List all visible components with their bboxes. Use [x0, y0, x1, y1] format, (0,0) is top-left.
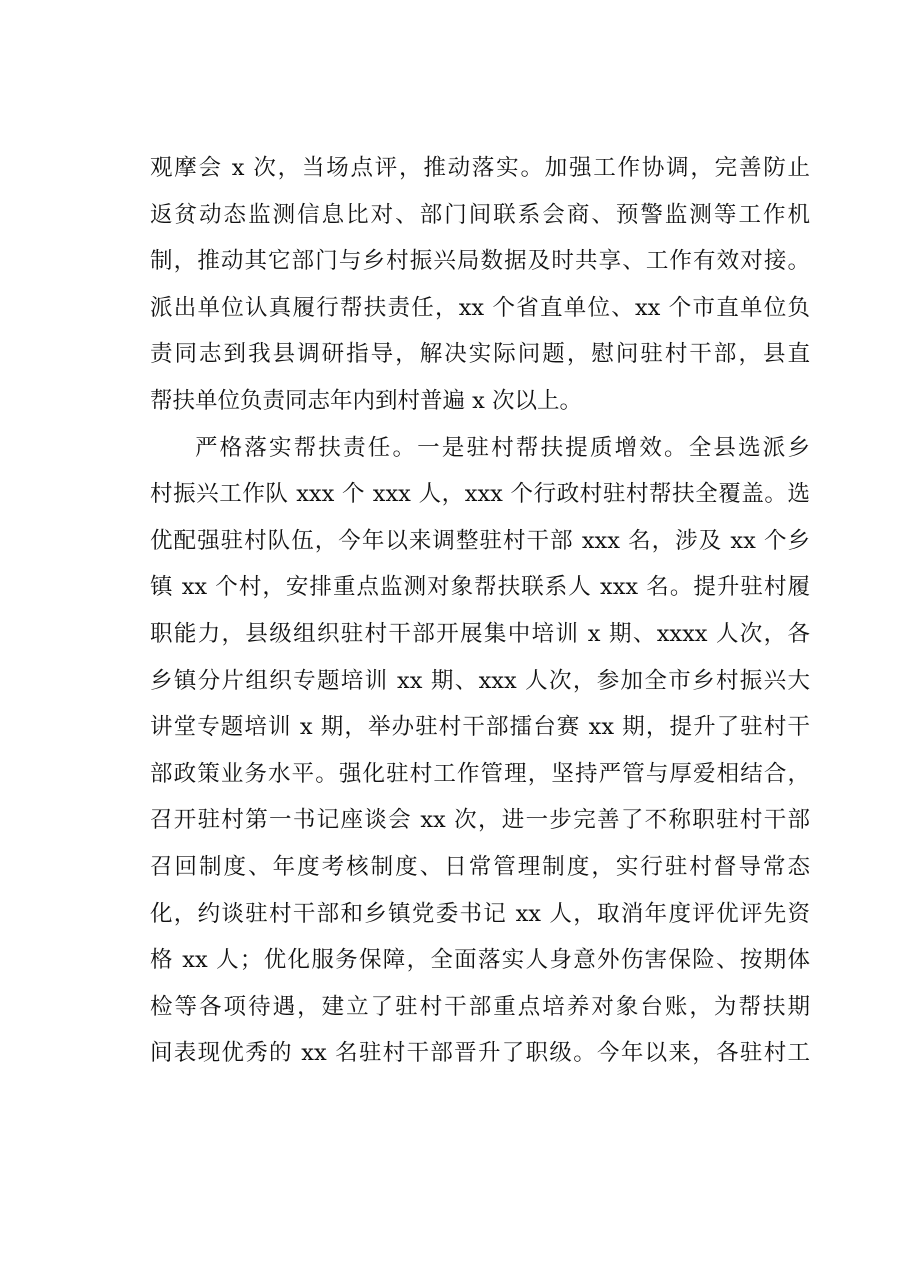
text-line: 间表现优秀的 xx 名驻村干部晋升了职级。今年以来，各驻村工	[150, 1040, 810, 1067]
text-line: 派出单位认真履行帮扶责任，xx 个省直单位、xx 个市直单位负	[150, 294, 810, 321]
text-line: 返贫动态监测信息比对、部门间联系会商、预警监测等工作机	[150, 201, 810, 228]
text-line: 化，约谈驻村干部和乡镇党委书记 xx 人，取消年度评优评先资	[150, 900, 810, 927]
text-line: 村振兴工作队 xxx 个 xxx 人，xxx 个行政村驻村帮扶全覆盖。选	[150, 481, 810, 508]
text-line: 帮扶单位负责同志年内到村普遍 x 次以上。	[150, 387, 582, 414]
text-line: 格 xx 人；优化服务保障，全面落实人身意外伤害保险、按期体	[150, 947, 810, 974]
text-line: 讲堂专题培训 x 期，举办驻村干部擂台赛 xx 期，提升了驻村干	[150, 714, 810, 741]
text-line: 责同志到我县调研指导，解决实际问题，慰问驻村干部，县直	[150, 341, 810, 368]
text-line: 镇 xx 个村，安排重点监测对象帮扶联系人 xxx 名。提升驻村履	[150, 574, 810, 601]
paragraph-1	[150, 145, 810, 425]
document-body	[150, 145, 810, 1077]
text-line: 部政策业务水平。强化驻村工作管理，坚持严管与厚爱相结合，	[150, 760, 810, 787]
paragraph-2	[150, 425, 810, 1077]
text-line: 检等各项待遇，建立了驻村干部重点培养对象台账，为帮扶期	[150, 993, 810, 1020]
text-line: 职能力，县级组织驻村干部开展集中培训 x 期、xxxx 人次，各	[150, 620, 810, 647]
text-line: 制，推动其它部门与乡村振兴局数据及时共享、工作有效对接。	[150, 248, 810, 275]
text-line: 优配强驻村队伍，今年以来调整驻村干部 xxx 名，涉及 xx 个乡	[150, 527, 810, 554]
text-line: 观摩会 x 次，当场点评，推动落实。加强工作协调，完善防止	[150, 155, 810, 181]
text-line: 召回制度、年度考核制度、日常管理制度，实行驻村督导常态	[150, 853, 810, 880]
text-line: 严格落实帮扶责任。一是驻村帮扶提质增效。全县选派乡	[195, 434, 810, 461]
text-line: 乡镇分片组织专题培训 xx 期、xxx 人次，参加全市乡村振兴大	[150, 667, 810, 694]
text-line: 召开驻村第一书记座谈会 xx 次，进一步完善了不称职驻村干部	[150, 807, 810, 834]
